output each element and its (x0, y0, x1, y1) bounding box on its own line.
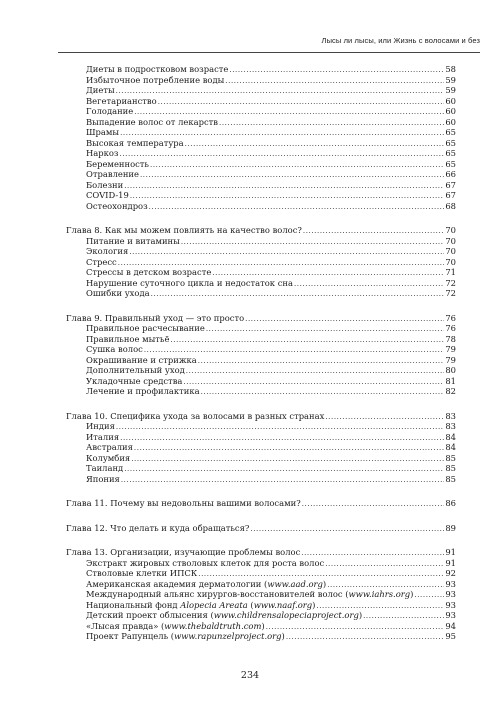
toc-page-number: 93 (445, 589, 456, 599)
toc-entry-label: Остеохондроз (86, 200, 148, 211)
toc-entry-label: Выпадение волос от лекарств (86, 116, 219, 127)
toc-page-number: 70 (445, 246, 456, 256)
entry-url: www.rapunzelproject.org (174, 631, 282, 641)
toc-entry-label: Диеты (86, 85, 115, 95)
toc-page-number: 60 (445, 95, 456, 106)
toc-page-number: 81 (445, 375, 456, 386)
toc-entry-label: Правильное мытьё (86, 333, 170, 344)
toc-page-number: 85 (445, 473, 456, 484)
toc-chapter[interactable] (66, 313, 456, 324)
dot-leader (121, 475, 444, 486)
toc-page-number: 93 (445, 610, 456, 620)
toc-page-number: 59 (445, 85, 456, 95)
toc-entry[interactable] (66, 117, 456, 128)
entry-url: Alopecia Areata (180, 599, 248, 610)
toc-entry[interactable] (66, 267, 456, 278)
toc-entry[interactable] (66, 236, 456, 247)
toc-page-number: 93 (445, 578, 456, 589)
dot-leader (286, 632, 445, 643)
toc-entry-label: Колумбия (86, 452, 131, 463)
group-gap (66, 397, 456, 411)
table-of-contents (66, 64, 456, 642)
toc-entry-label: Экология (86, 246, 129, 256)
toc-entry-label: Избыточное потребление воды (86, 74, 225, 85)
toc-page-number: 65 (445, 148, 456, 158)
entry-url: www.iahrs.org (348, 589, 411, 599)
toc-page-number: 70 (445, 225, 456, 235)
toc-page-number: 65 (445, 137, 456, 148)
toc-entry-label: Глава 10. Специфика ухода за волосами в разных странах (66, 410, 325, 421)
toc-page-number: 85 (445, 452, 456, 463)
toc-page-number: 59 (445, 74, 456, 85)
toc-entry[interactable] (66, 148, 456, 159)
toc-entry[interactable] (66, 631, 456, 642)
toc-entry[interactable] (66, 106, 456, 117)
toc-page-number: 76 (445, 312, 456, 323)
toc-entry[interactable] (66, 127, 456, 138)
dot-leader (250, 524, 444, 535)
dot-leader (201, 387, 445, 398)
toc-entry-label: Дополнительный уход (86, 365, 185, 375)
toc-entry-label: Высокая температура (86, 137, 184, 148)
toc-page-number: 60 (445, 116, 456, 127)
toc-page-number: 82 (445, 386, 456, 396)
toc-entry-label: Лечение и профилактика (86, 386, 200, 396)
toc-entry[interactable] (66, 558, 456, 569)
toc-entry-label: Стресс (86, 256, 117, 267)
toc-entry-label: Италия (86, 431, 120, 442)
toc-chapter[interactable] (66, 523, 456, 534)
toc-entry[interactable] (66, 344, 456, 355)
toc-entry-label: Сушка волос (86, 344, 143, 354)
toc-entry[interactable] (66, 180, 456, 191)
toc-entry[interactable] (66, 138, 456, 149)
toc-page-number: 84 (445, 442, 456, 452)
toc-entry[interactable] (66, 579, 456, 590)
toc-entry-label: Стволовые клетки ИПСК (86, 568, 198, 578)
toc-entry-label: Нарушение суточного цикла и недостаток сна (86, 277, 293, 288)
toc-entry-label: Глава 9. Правильный уход — это просто (66, 312, 245, 323)
toc-entry[interactable] (66, 323, 456, 334)
dot-leader (302, 499, 445, 510)
toc-entry[interactable] (66, 621, 456, 632)
page-number: 234 (240, 670, 260, 681)
toc-page-number: 66 (445, 169, 456, 179)
toc-entry[interactable] (66, 432, 456, 443)
entry-url: www.naaf.org (253, 599, 313, 610)
toc-entry-label: Окрашивание и стрижка (86, 354, 197, 365)
toc-entry-label: Укладочные средства (86, 375, 183, 386)
toc-entry[interactable] (66, 64, 456, 75)
toc-entry[interactable] (66, 85, 456, 96)
toc-entry-label: Питание и витамины (86, 235, 180, 246)
toc-entry[interactable] (66, 96, 456, 107)
toc-entry-label: Отравление (86, 169, 139, 179)
toc-entry-label: Беременность (86, 158, 149, 169)
toc-entry[interactable] (66, 278, 456, 289)
dot-leader (151, 289, 445, 300)
toc-page-number: 70 (445, 235, 456, 246)
toc-page-number: 89 (445, 522, 456, 533)
toc-page-number: 91 (445, 547, 456, 557)
toc-entry-label: Япония (86, 473, 120, 484)
toc-entry[interactable] (66, 610, 456, 621)
toc-page-number: 91 (445, 557, 456, 568)
toc-entry-label: Американская академия дерматологии (www.aad.org) (86, 578, 327, 589)
toc-page-number: 58 (445, 64, 456, 74)
group-gap (66, 533, 456, 547)
toc-entry-label: Глава 13. Организации, изучающие проблемы волос (66, 547, 301, 557)
toc-entry[interactable] (66, 257, 456, 268)
entry-url: www.aad.org (267, 578, 323, 589)
toc-page-number: 79 (445, 344, 456, 354)
toc-page-number: 65 (445, 158, 456, 169)
toc-entry[interactable] (66, 159, 456, 170)
toc-chapter[interactable] (66, 547, 456, 558)
toc-entry[interactable] (66, 386, 456, 397)
group-gap (66, 509, 456, 523)
toc-entry-label: Стрессы в детском возрасте (86, 267, 212, 277)
toc-entry[interactable] (66, 474, 456, 485)
toc-page-number: 95 (445, 631, 456, 641)
entry-url: www.childrensalopeciaproject.org (213, 610, 359, 620)
toc-page-number: 67 (445, 179, 456, 190)
group-gap (66, 299, 456, 313)
toc-entry-label: Ошибки ухода (86, 288, 150, 298)
toc-page-number: 93 (445, 599, 456, 610)
toc-entry[interactable] (66, 246, 456, 257)
toc-entry[interactable] (66, 334, 456, 345)
toc-entry[interactable] (66, 355, 456, 366)
toc-page-number: 79 (445, 354, 456, 365)
toc-entry-label: Болезни (86, 179, 124, 190)
toc-page-number: 72 (445, 277, 456, 288)
toc-page-number: 60 (445, 106, 456, 116)
toc-chapter[interactable] (66, 498, 456, 509)
toc-entry-label: Глава 11. Почему вы недовольны вашими волосами? (66, 498, 301, 508)
toc-page-number: 86 (445, 498, 456, 508)
toc-entry-label: Шрамы (86, 127, 120, 137)
toc-entry-label: Наркоз (86, 148, 119, 158)
toc-entry[interactable] (66, 421, 456, 432)
toc-entry[interactable] (66, 201, 456, 212)
toc-entry[interactable] (66, 169, 456, 180)
toc-page-number: 70 (445, 256, 456, 267)
toc-chapter[interactable] (66, 225, 456, 236)
toc-page-number: 65 (445, 127, 456, 137)
toc-entry-label: Детский проект облысения (www.childrensalopeciaproject.org) (86, 610, 363, 620)
toc-entry-label: Проект Рапунцель (www.rapunzelproject.org) (86, 631, 285, 641)
toc-page-number: 80 (445, 365, 456, 375)
toc-page-number: 85 (445, 463, 456, 473)
toc-page-number: 68 (445, 200, 456, 211)
toc-page-number: 76 (445, 323, 456, 333)
toc-entry-label: Национальный фонд Alopecia Areata (www.naaf.org) (86, 599, 316, 610)
toc-entry[interactable] (66, 463, 456, 474)
toc-page-number: 72 (445, 288, 456, 298)
toc-entry-label: COVID-19 (86, 190, 129, 200)
toc-page-number: 78 (445, 333, 456, 344)
toc-entry[interactable] (66, 568, 456, 579)
toc-chapter[interactable] (66, 411, 456, 422)
running-header: Лысы ли лысы, или Жизнь с волосами и без (321, 36, 480, 45)
toc-page-number: 71 (445, 267, 456, 277)
toc-page-number: 94 (445, 620, 456, 631)
toc-entry-label: Международный альянс хирургов-восстановителей волос (www.iahrs.org) (86, 589, 414, 599)
toc-entry-label: Глава 8. Как мы можем повлиять на качество волос? (66, 225, 302, 235)
toc-page-number: 83 (445, 421, 456, 431)
toc-entry[interactable] (66, 600, 456, 611)
toc-entry-label: Индия (86, 421, 115, 431)
toc-entry[interactable] (66, 365, 456, 376)
toc-entry-label: Экстракт жировых стволовых клеток для роста волос (86, 557, 325, 568)
toc-entry[interactable] (66, 453, 456, 464)
toc-entry[interactable] (66, 376, 456, 387)
group-gap (66, 211, 456, 225)
toc-entry[interactable] (66, 190, 456, 201)
toc-entry-label: Диеты в подростковом возрасте (86, 64, 229, 74)
group-gap (66, 484, 456, 498)
toc-entry-label: «Лысая правда» (www.thebaldtruth.com) (86, 620, 265, 631)
toc-entry[interactable] (66, 442, 456, 453)
toc-entry[interactable] (66, 589, 456, 600)
toc-entry-label: Австралия (86, 442, 133, 452)
toc-page-number: 83 (445, 410, 456, 421)
toc-entry-label: Правильное расчесывание (86, 323, 205, 333)
entry-url: www.thebaldtruth.com (164, 620, 262, 631)
toc-entry[interactable] (66, 75, 456, 86)
toc-page-number: 92 (445, 568, 456, 578)
toc-entry[interactable] (66, 288, 456, 299)
toc-entry-label: Вегетарианство (86, 95, 157, 106)
toc-entry-label: Глава 12. Что делать и куда обращаться? (66, 522, 250, 533)
toc-entry-label: Таиланд (86, 463, 124, 473)
toc-entry-label: Голодание (86, 106, 134, 116)
toc-page-number: 67 (445, 190, 456, 200)
toc-page-number: 84 (445, 431, 456, 442)
dot-leader (149, 202, 445, 213)
header-rule (58, 52, 480, 53)
